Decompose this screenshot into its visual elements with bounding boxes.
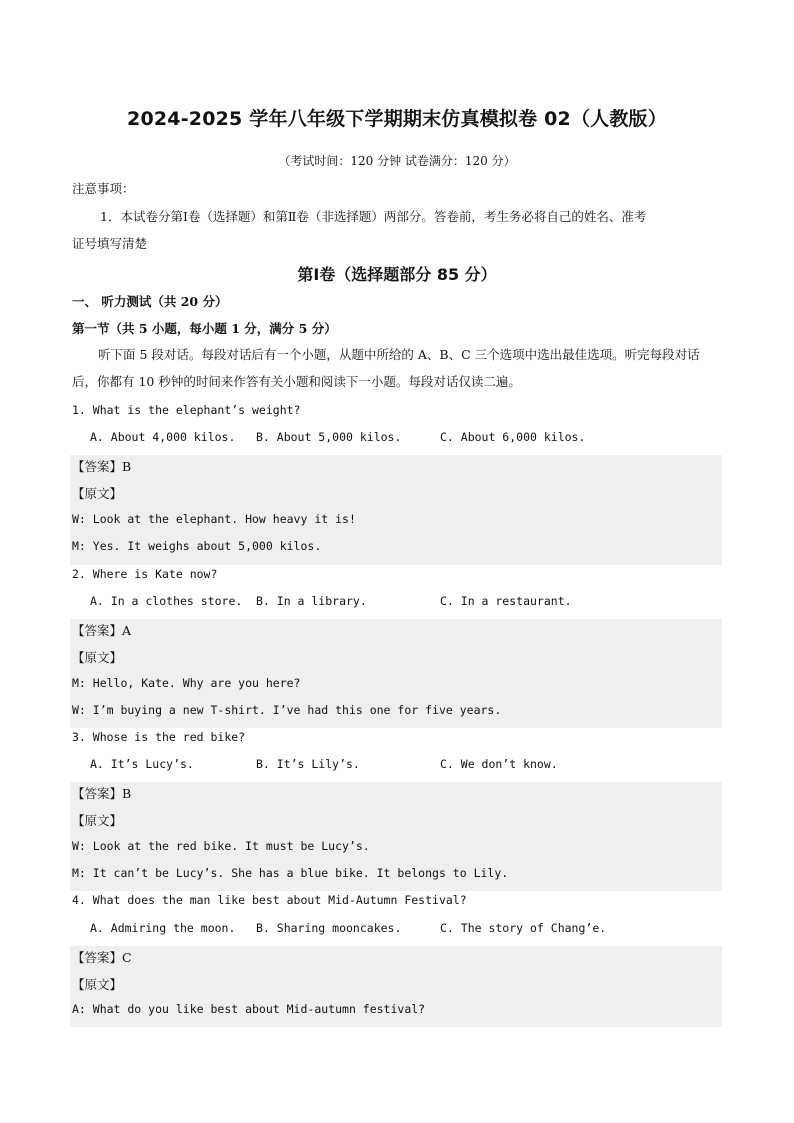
script-label-2: 【原文】	[72, 650, 123, 665]
answer-4: 【答案】C	[72, 950, 132, 965]
exam-title: 2024-2025 学年八年级下学期期末仿真模拟卷 02（人教版）	[127, 108, 667, 130]
question-3-option-a: A. It’s Lucy’s.	[90, 757, 194, 771]
notes-label: 注意事项：	[72, 181, 135, 196]
script-4-line-1: A: What do you like best about Mid-autumn festival?	[72, 1002, 426, 1016]
question-2-option-a: A. In a clothes store.	[90, 594, 243, 608]
script-1-line-1: W: Look at the elephant. How heavy it is!	[72, 512, 356, 526]
script-1-line-2: M: Yes. It weighs about 5,000 kilos.	[72, 539, 322, 553]
answer-3: 【答案】B	[72, 786, 132, 801]
question-1-option-c: C. About 6,000 kilos.	[440, 430, 586, 444]
question-2-option-c: C. In a restaurant.	[440, 594, 572, 608]
note-1-line-1: 1．本试卷分第Ⅰ卷（选择题）和第Ⅱ卷（非选择题）两部分。答卷前，考生务必将自己的姓名、准考	[100, 209, 647, 224]
question-1-option-a: A. About 4,000 kilos.	[90, 430, 236, 444]
question-3: 3. Whose is the red bike?	[72, 730, 246, 744]
question-1-option-b: B. About 5,000 kilos.	[256, 430, 402, 444]
script-label-3: 【原文】	[72, 813, 123, 828]
question-1: 1. What is the elephant’s weight?	[72, 403, 301, 417]
question-4-option-b: B. Sharing mooncakes.	[256, 921, 402, 935]
question-2: 2. Where is Kate now?	[72, 567, 218, 581]
script-3-line-1: W: Look at the red bike. It must be Lucy’s.	[72, 839, 370, 853]
note-1-line-2: 证号填写清楚	[72, 236, 148, 251]
exam-subtitle: （考试时间：120 分钟 试卷满分：120 分）	[278, 154, 516, 168]
question-3-option-c: C. We don’t know.	[440, 757, 558, 771]
question-4: 4. What does the man like best about Mid-Autumn Festival?	[72, 893, 467, 907]
listening-instructions: 听下面 5 段对话。每段对话后有一个小题，从题中所给的 A、B、C 三个选项中选出最佳选项。听完每段对话后，你都有 10 秒钟的时间来作答有关小题和阅读下一小题。每段对话仅读二遍。	[72, 347, 700, 389]
script-label-4: 【原文】	[72, 977, 123, 992]
section-title: 第Ⅰ卷（选择题部分 85 分）	[297, 265, 497, 284]
answer-2: 【答案】A	[72, 623, 132, 638]
script-2-line-2: W: I’m buying a new T-shirt. I’ve had this one for five years.	[72, 703, 502, 717]
question-4-option-a: A. Admiring the moon.	[90, 921, 236, 935]
part-1-subtitle: 第一节（共 5 小题，每小题 1 分，满分 5 分）	[72, 321, 337, 336]
script-label-1: 【原文】	[72, 486, 123, 501]
question-4-option-c: C. The story of Chang’e.	[440, 921, 607, 935]
question-3-option-b: B. It’s Lily’s.	[256, 757, 360, 771]
answer-1: 【答案】B	[72, 459, 132, 474]
part-1-title: 一、 听力测试（共 20 分）	[72, 294, 228, 309]
script-3-line-2: M: It can’t be Lucy’s. She has a blue bike. It belongs to Lily.	[72, 866, 509, 880]
question-2-option-b: B. In a library.	[256, 594, 367, 608]
script-2-line-1: M: Hello, Kate. Why are you here?	[72, 676, 301, 690]
